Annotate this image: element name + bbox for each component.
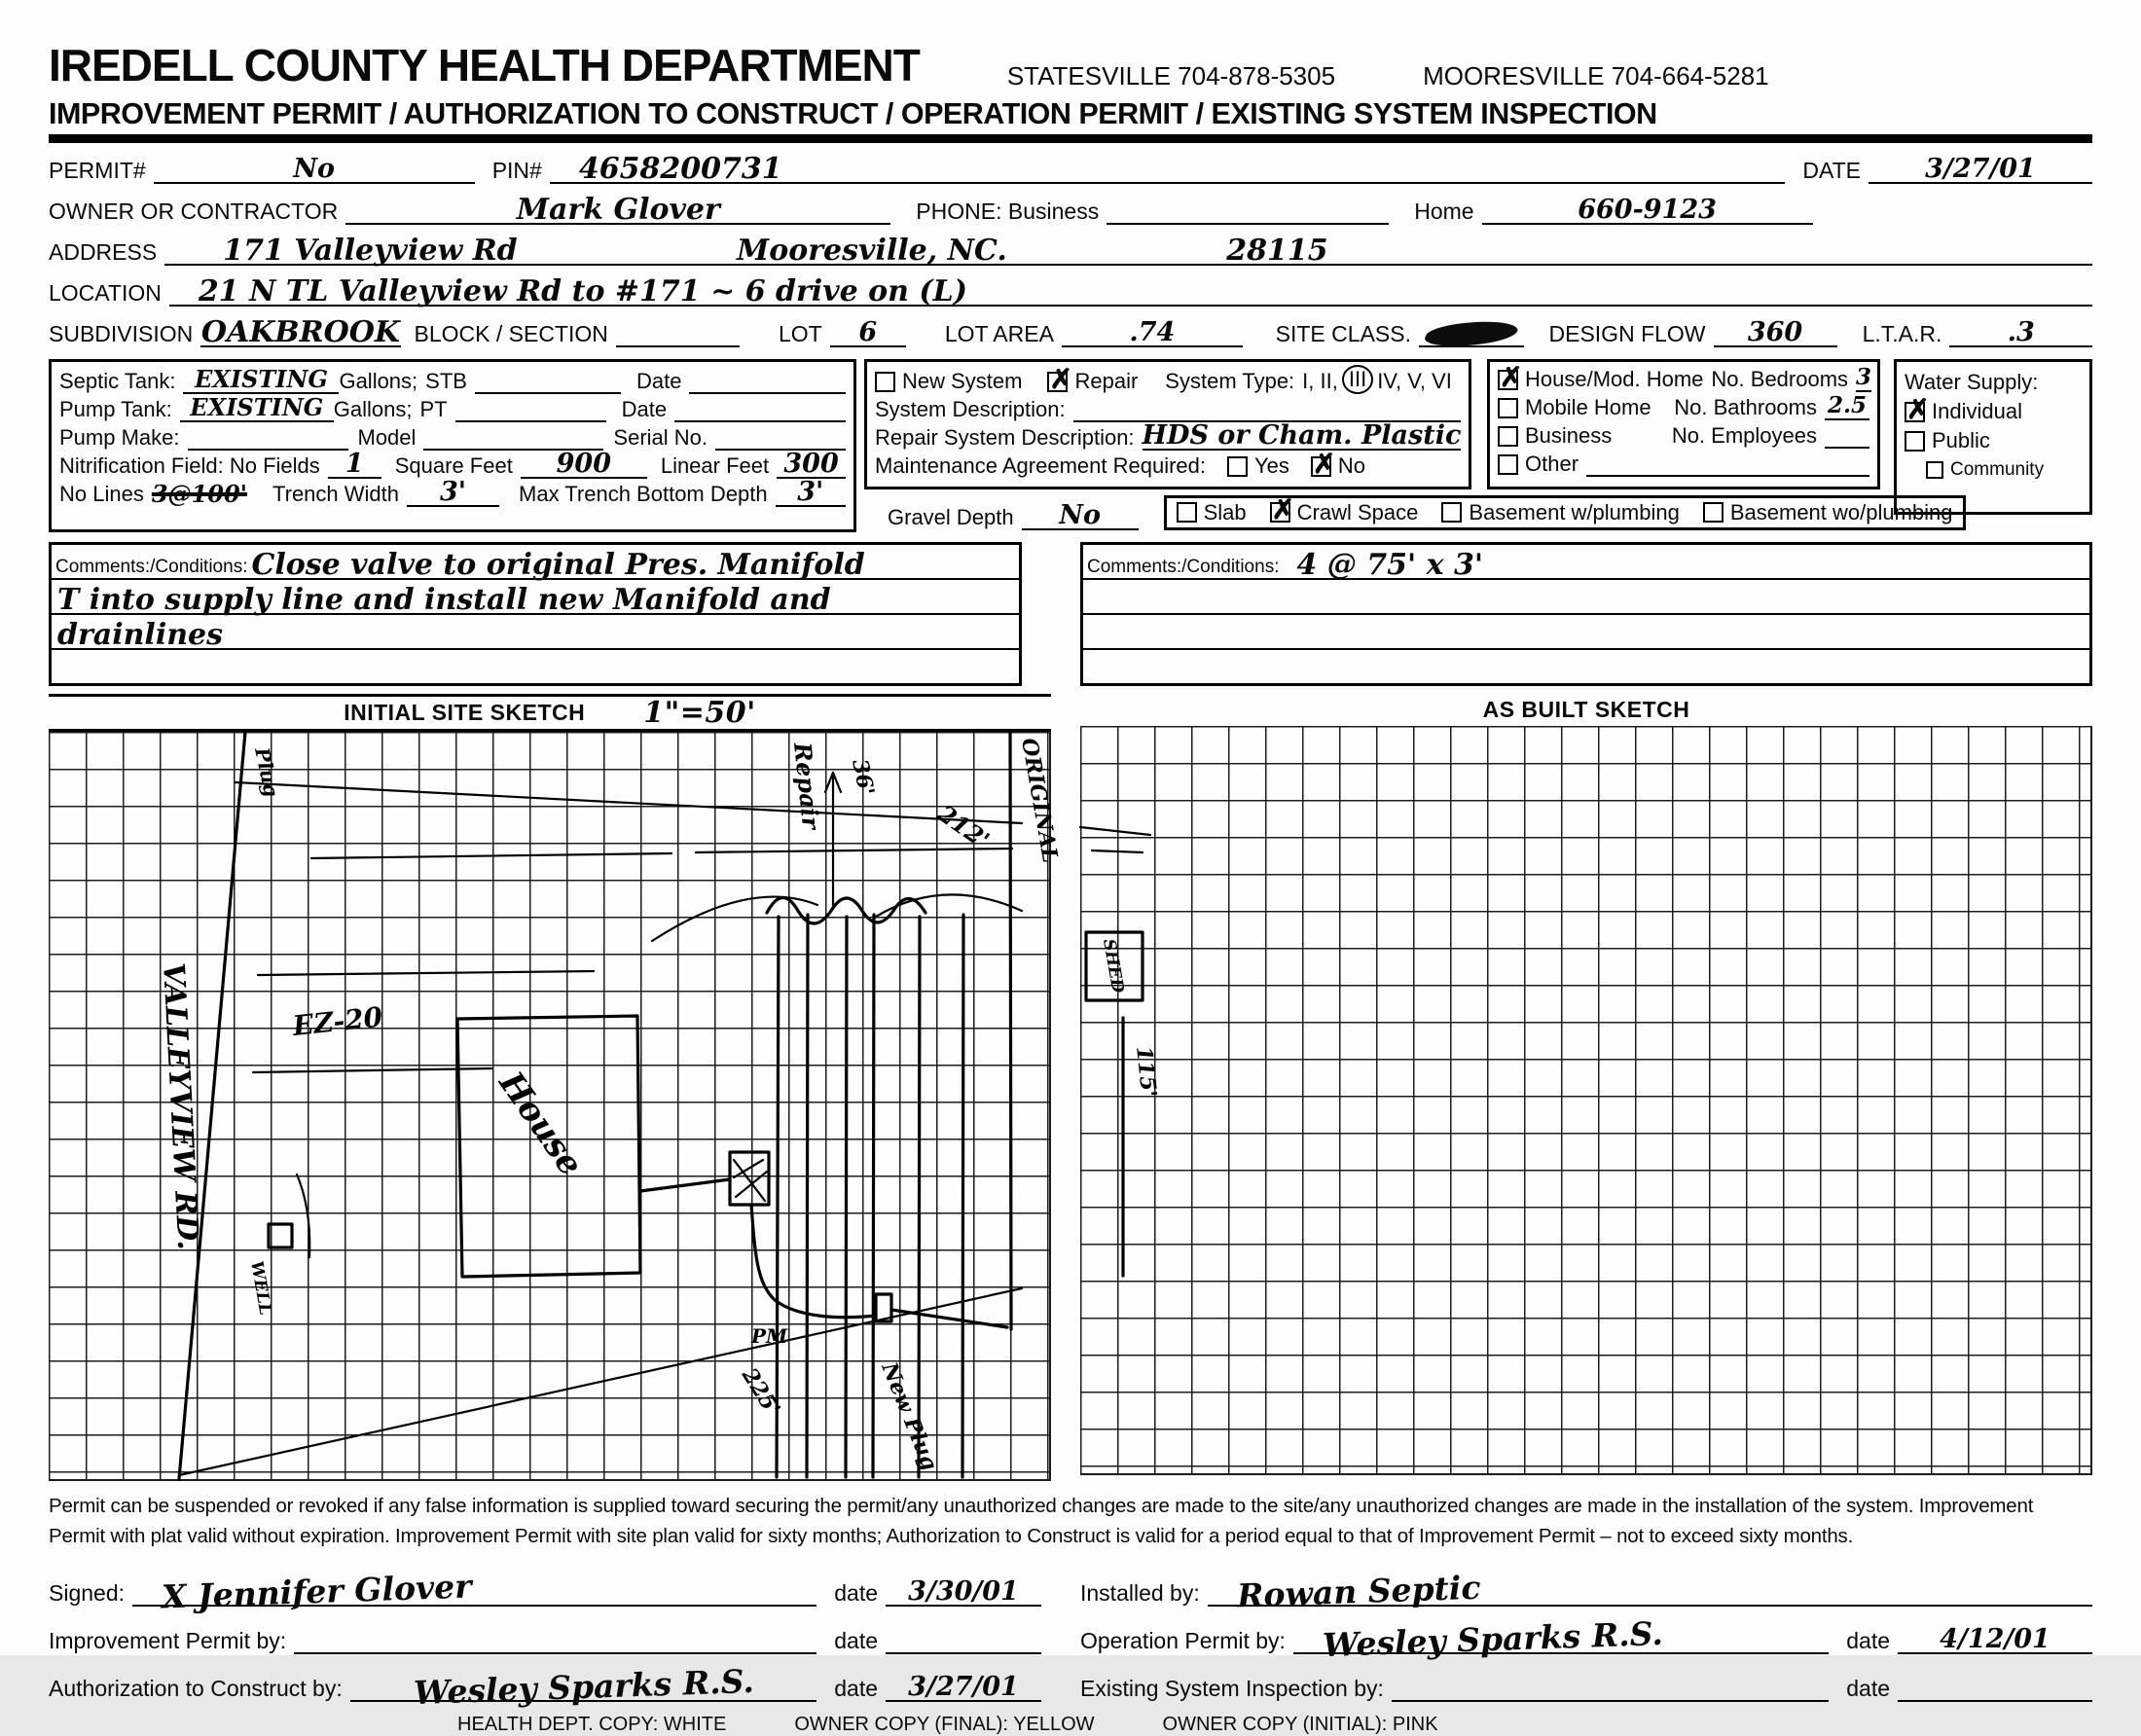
installed-by-line: [1208, 1557, 2092, 1615]
owner-label: OWNER OR CONTRACTOR: [49, 199, 339, 224]
sketch-section: [49, 694, 2092, 1481]
bathrooms-value: 2.5: [1827, 392, 1867, 418]
operation-permit-signature: Wesley Sparks R.S.: [1322, 1613, 1664, 1665]
signed-date-label: date: [834, 1580, 878, 1606]
no-lines-value: 3@100': [151, 480, 247, 508]
authorization-date-label: date: [834, 1676, 878, 1701]
initial-sketch-header: [49, 694, 1051, 732]
stb-label: STB: [425, 369, 467, 393]
trench-width-label: Trench Width: [272, 482, 400, 506]
comments-right-label: Comments:/Conditions:: [1087, 557, 1280, 577]
septic-tank-label: Septic Tank:: [59, 369, 176, 393]
house-label: House/Mod. Home: [1525, 367, 1704, 391]
basement-wo-plumbing-checkbox: [1703, 502, 1724, 523]
system-type-label: System Type:: [1165, 369, 1295, 393]
existing-inspection-label: Existing System Inspection by:: [1080, 1676, 1384, 1701]
address-zip: 28115: [1226, 234, 1328, 268]
ez-label: EZ-20: [291, 1000, 384, 1042]
phone-business-line: [1107, 191, 1389, 225]
signed-date-line: [886, 1557, 1041, 1607]
comments-left-label: Comments:/Conditions:: [55, 557, 248, 577]
date-label: DATE: [1802, 158, 1861, 183]
bathrooms-label: No. Bathrooms: [1674, 395, 1817, 419]
pt-line: [455, 392, 606, 422]
location-label: LOCATION: [49, 280, 162, 306]
department-title: IREDELL COUNTY HEALTH DEPARTMENT: [49, 40, 920, 90]
community-checkbox: [1926, 461, 1943, 479]
mobile-home-checkbox: [1498, 398, 1518, 418]
sqft-value: 900: [556, 449, 612, 479]
property-line-top: [236, 782, 1022, 823]
installed-by-label: Installed by:: [1080, 1580, 1200, 1606]
community-label: Community: [1950, 459, 2045, 480]
signature-right-column: [1080, 1559, 2092, 1702]
permit-value: No: [293, 154, 336, 184]
repair-label: Repair: [1074, 369, 1139, 393]
authorization-date-value: 3/27/01: [908, 1672, 1019, 1702]
comments-left-line2: T into supply line and install new Manifold and: [57, 583, 831, 617]
design-flow-label: DESIGN FLOW: [1548, 321, 1706, 346]
well-tick: [297, 1175, 309, 1257]
form-title: IMPROVEMENT PERMIT / AUTHORIZATION TO CONSTRUCT / OPERATION PERMIT / EXISTING SYSTEM INSPECTION: [49, 97, 1657, 130]
address-city: Mooresville, NC.: [737, 234, 1007, 268]
operation-date-value: 4/12/01: [1940, 1624, 2050, 1654]
supply-pipe: [751, 1205, 876, 1318]
location-row: [49, 274, 2092, 307]
sqft-label: Square Feet: [394, 453, 513, 478]
stb-line: [475, 364, 621, 394]
new-system-checkbox: [875, 372, 895, 392]
pump-tank-value: EXISTING: [190, 393, 324, 421]
public-label: Public: [1932, 428, 1990, 452]
repair-arrow: [825, 773, 841, 909]
signature-section: [49, 1559, 2092, 1713]
maintenance-label: Maintenance Agreement Required:: [875, 453, 1206, 478]
mobile-home-label: Mobile Home: [1525, 395, 1651, 419]
authorization-date-line: [886, 1652, 1041, 1702]
operation-date-line: [1898, 1605, 2092, 1654]
mid-line-2: [253, 1068, 491, 1072]
pump-date-line: [674, 392, 846, 422]
block-section-label: BLOCK / SECTION: [414, 321, 608, 346]
employees-line: [1825, 418, 1869, 449]
comments-right-line1: 4 @ 75' x 3': [1296, 548, 1483, 582]
foundation-row: [888, 491, 1966, 530]
maintenance-yes-checkbox: [1227, 456, 1248, 477]
date-value: 3/27/01: [1925, 154, 2036, 184]
date-line: [1869, 150, 2092, 184]
drain-line-4: [873, 915, 874, 1477]
site-class-label: SITE CLASS.: [1275, 321, 1411, 346]
pm-label: PM: [751, 1324, 788, 1348]
len115-label: 115': [1131, 1044, 1162, 1100]
individual-checkbox: ✗: [1906, 393, 1930, 425]
mid-line-1: [258, 971, 594, 975]
repair-description-line: [1143, 420, 1462, 451]
gravel-depth-label: Gravel Depth: [888, 505, 1014, 529]
permit-row: [49, 152, 2092, 184]
pump-tank-label: Pump Tank:: [59, 397, 172, 421]
pt-label: PT: [419, 397, 448, 421]
well-label: WELL: [246, 1259, 275, 1317]
address-line: [164, 232, 2092, 266]
as-built-marks: [1080, 827, 1150, 852]
installed-by-signature: Rowan Septic: [1236, 1568, 1481, 1615]
copy-yellow: OWNER COPY (FINAL): YELLOW: [794, 1714, 1095, 1735]
design-flow-line: [1714, 313, 1837, 347]
signed-date-value: 3/30/01: [908, 1576, 1019, 1607]
drain-line-5: [919, 917, 920, 1477]
tank-box: [49, 359, 856, 532]
original-label: ORIGINAL: [1016, 736, 1064, 865]
pin-value: 4658200731: [578, 152, 782, 186]
detail-boxes: [49, 359, 2092, 532]
employees-label: No. Employees: [1671, 423, 1817, 448]
as-built-grid: [1080, 726, 2092, 1475]
lot-value: 6: [858, 317, 878, 347]
initial-sketch-grid: [49, 732, 1064, 1481]
repair-label: Repair: [788, 741, 826, 831]
permit-label: PERMIT#: [49, 158, 146, 183]
trench-width-line: [407, 477, 499, 507]
model-label: Model: [357, 425, 417, 450]
septic-tank-value: EXISTING: [194, 365, 328, 393]
trench-width-value: 3': [439, 477, 467, 507]
comments-left-box: [49, 542, 1022, 686]
address-label: ADDRESS: [49, 239, 158, 265]
copy-pink: OWNER COPY (INITIAL): PINK: [1162, 1714, 1438, 1735]
house-to-tank-pipe: [640, 1179, 730, 1191]
business-checkbox: [1498, 426, 1518, 447]
business-label: Business: [1525, 423, 1613, 448]
address-street: 171 Valleyview Rd: [223, 234, 518, 268]
title-rule: [49, 134, 2092, 143]
septic-tank-line: [183, 364, 339, 394]
authorization-line: [350, 1652, 817, 1713]
tank-hatch: [734, 1160, 767, 1201]
pipe-to-original: [891, 1310, 1007, 1327]
gravel-depth-value: No: [1059, 500, 1101, 530]
maintenance-no-label: No: [1337, 453, 1366, 478]
nitrification-label: Nitrification Field: No Fields: [59, 453, 320, 478]
basement-w-plumbing-label: Basement w/plumbing: [1469, 500, 1680, 524]
owner-value: Mark Glover: [516, 193, 720, 227]
pump-tank-line: [180, 392, 334, 422]
phone-home-line: [1482, 191, 1813, 225]
other-checkbox: [1498, 454, 1518, 475]
improvement-date-label: date: [834, 1628, 878, 1653]
subdivision-label: SUBDIVISION: [49, 321, 194, 346]
pin-line: [550, 150, 1786, 184]
new-plug-label: New Plug: [876, 1358, 943, 1474]
operation-date-label: date: [1846, 1628, 1890, 1653]
gravel-depth-line: [1022, 497, 1139, 530]
linear-feet-value: 300: [783, 449, 839, 479]
fields-line: [328, 449, 381, 479]
location-line: [169, 272, 2092, 307]
existing-date-line: [1898, 1652, 2092, 1702]
legal-text: Permit can be suspended or revoked if any false information is supplied toward securing the permit/any unauthorized changes are made to the site/any unauthorized changes are made in the installation of the system. Improvement Permit with plat valid without expiration. Improvement Permit with site plan valid for sixty months; Authorization to Construct is valid for a period equal to that of Improvement Permit – not to exceed sixty months.: [49, 1495, 2034, 1547]
ltar-label: L.T.A.R.: [1862, 321, 1942, 346]
len225-label: 225': [736, 1363, 785, 1421]
site-class-scribble: [1421, 319, 1522, 348]
lot-area-value: .74: [1129, 317, 1176, 347]
linear-feet-line: [777, 449, 846, 479]
water-supply-title: Water Supply:: [1905, 370, 2039, 394]
septic-date-label: Date: [635, 369, 682, 393]
initial-site-sketch: [49, 694, 1064, 1481]
trench-depth-label: Max Trench Bottom Depth: [519, 482, 768, 506]
setback-line: [311, 849, 1012, 858]
pin-label: PIN#: [491, 158, 542, 183]
lot-label: LOT: [778, 321, 822, 346]
phone-home-label: Home: [1414, 199, 1474, 224]
block-section-line: [616, 313, 740, 347]
as-built-sketch: [1080, 694, 2092, 1481]
address-row: [49, 234, 2092, 266]
repair-len-label: 36': [847, 756, 880, 798]
site-class-line: [1419, 313, 1524, 347]
serial-line: [715, 420, 846, 451]
system-description-label: System Description:: [875, 397, 1066, 421]
ltar-line: [1949, 313, 2092, 347]
initial-sketch-title: INITIAL SITE SKETCH: [344, 700, 586, 725]
foundation-options-box: [1164, 492, 1966, 530]
plug-label: Plug: [250, 745, 284, 800]
system-box: [864, 359, 1471, 489]
system-type-post: IV, V, VI: [1377, 369, 1452, 393]
operation-permit-label: Operation Permit by:: [1080, 1628, 1286, 1653]
phone-home-value: 660-9123: [1578, 195, 1717, 225]
subdivision-value: OAKBROOK: [200, 315, 400, 349]
subdivision-line: [200, 313, 400, 347]
comments-right-box: [1080, 542, 2092, 686]
statesville-phone: STATESVILLE 704-878-5305: [1006, 61, 1336, 90]
signature-left-column: [49, 1559, 1041, 1713]
maintenance-yes-label: Yes: [1254, 453, 1289, 478]
linear-feet-label: Linear Feet: [660, 453, 770, 478]
existing-inspection-line: [1392, 1652, 1829, 1702]
repair-description-label: Repair System Description:: [875, 425, 1135, 450]
crawl-space-label: Crawl Space: [1296, 500, 1419, 524]
slab-label: Slab: [1203, 500, 1247, 524]
location-value: 21 N TL Valleyview Rd to #171 ~ 6 drive on (L): [198, 274, 967, 308]
mooresville-phone: MOORESVILLE 704-664-5281: [1423, 61, 1769, 90]
pump-make-label: Pump Make:: [59, 425, 180, 450]
pump-date-label: Date: [621, 397, 668, 421]
system-type-circled: III: [1342, 365, 1373, 394]
owner-row: [49, 193, 2092, 225]
drain-line-6: [962, 915, 963, 1477]
fields-value: 1: [345, 449, 364, 479]
pump-gallons-label: Gallons;: [333, 397, 413, 421]
sketch-scale: 1"=50': [643, 695, 756, 730]
existing-date-label: date: [1846, 1676, 1890, 1701]
signed-line: [132, 1557, 816, 1616]
authorization-signature: Wesley Sparks R.S.: [412, 1661, 754, 1713]
copy-distribution-footer: [457, 1714, 2092, 1736]
lot-line: [830, 313, 906, 347]
bedrooms-line: [1856, 362, 1871, 392]
as-built-header: [1080, 694, 2092, 726]
authorization-label: Authorization to Construct by:: [49, 1676, 343, 1701]
operation-permit-line: [1293, 1605, 1829, 1665]
ltar-value: .3: [2007, 317, 2035, 347]
initial-sketch-drawing: [49, 732, 1064, 1479]
bedrooms-label: No. Bedrooms: [1711, 367, 1849, 391]
lot-area-line: [1062, 313, 1243, 347]
maintenance-no-checkbox: ✗: [1312, 448, 1336, 480]
individual-label: Individual: [1932, 399, 2022, 423]
drain-line-3: [846, 917, 847, 1477]
as-built-title: AS BUILT SKETCH: [1482, 697, 1690, 722]
improvement-permit-line: [294, 1605, 816, 1654]
serial-label: Serial No.: [613, 425, 708, 450]
form-header: [49, 39, 2092, 91]
permit-line: [154, 150, 475, 184]
other-line: [1586, 447, 1869, 477]
owner-line: [345, 191, 890, 225]
lot-area-label: LOT AREA: [944, 321, 1054, 346]
system-type-pre: I, II,: [1302, 369, 1338, 393]
trench-depth-line: [776, 477, 846, 507]
drain-line-2: [807, 915, 808, 1477]
design-flow-value: 360: [1747, 317, 1803, 347]
crawl-space-checkbox: ✗: [1271, 492, 1295, 525]
phone-business-label: PHONE: Business: [916, 199, 1100, 224]
public-checkbox: [1905, 431, 1925, 452]
sqft-line: [521, 449, 647, 479]
septic-gallons-label: Gallons;: [339, 369, 418, 393]
signed-label: Signed:: [49, 1580, 126, 1606]
septic-date-line: [689, 364, 846, 394]
dwelling-box: [1487, 359, 1880, 489]
signed-signature: X Jennifer Glover: [161, 1567, 473, 1616]
system-description-line: [1073, 392, 1461, 422]
comments-left-line3: drainlines: [57, 618, 224, 652]
basement-wo-plumbing-label: Basement wo/plumbing: [1729, 500, 1953, 524]
shed-label: SHED: [1099, 937, 1128, 995]
comments-left-line1: Close valve to original Pres. Manifold: [251, 548, 865, 582]
repair-description-value: HDS or Cham. Plastic: [1142, 420, 1462, 451]
bathrooms-line: [1825, 390, 1869, 420]
no-lines-label: No Lines: [59, 482, 144, 506]
other-label: Other: [1525, 452, 1579, 476]
pump-make-line: [188, 420, 348, 451]
copy-white: HEALTH DEPT. COPY: WHITE: [457, 1714, 727, 1735]
road-label: VALLEYVIEW RD.: [156, 961, 205, 1251]
slab-checkbox: [1177, 502, 1197, 523]
original-supply-line: [1010, 732, 1011, 1329]
trench-depth-value: 3': [797, 477, 824, 507]
repair-checkbox: ✗: [1049, 363, 1072, 395]
new-system-label: New System: [902, 369, 1023, 393]
house-checkbox: ✗: [1500, 361, 1523, 393]
as-built-drawing: [1080, 726, 2092, 1473]
bedrooms-value: 3: [1856, 364, 1872, 390]
house-label: House: [490, 1065, 591, 1183]
well-symbol: [269, 1224, 292, 1248]
improvement-permit-label: Improvement Permit by:: [49, 1628, 287, 1653]
dist-label: 212': [932, 799, 996, 854]
model-line: [423, 420, 603, 451]
subdivision-row: [49, 315, 2092, 347]
basement-w-plumbing-checkbox: [1441, 502, 1462, 523]
improvement-date-line: [886, 1605, 1041, 1654]
comments-section: [49, 542, 2092, 686]
